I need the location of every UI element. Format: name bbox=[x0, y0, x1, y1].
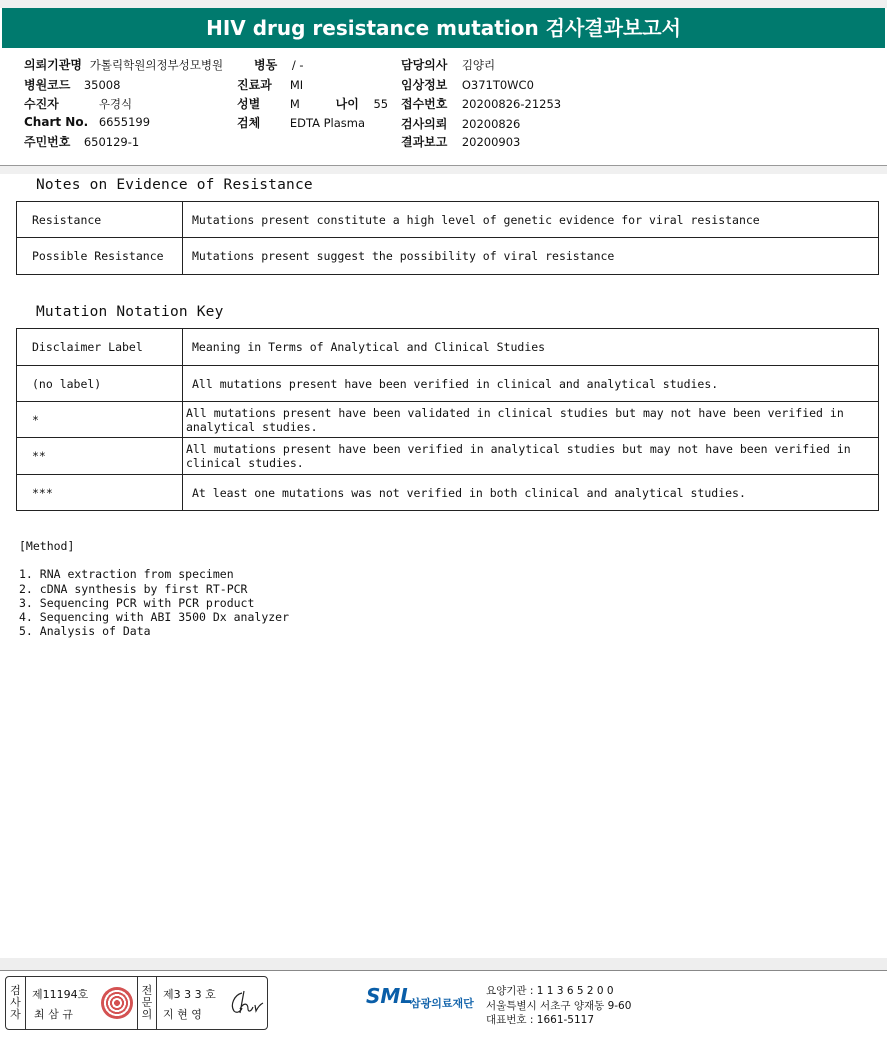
dept-row bbox=[237, 76, 303, 93]
key-header-label: Disclaimer Label bbox=[17, 329, 183, 366]
key-table bbox=[16, 328, 879, 511]
receipt-label: 접수번호 bbox=[401, 97, 448, 111]
key-text-cell: All mutations present have been validated in clinical studies but may not have been verified in analytical studies. bbox=[183, 402, 879, 438]
method-step: 1. RNA extraction from specimen bbox=[19, 567, 234, 582]
examiner-number: 제11194호 bbox=[32, 988, 89, 1001]
report-label: 결과보고 bbox=[401, 135, 448, 149]
specimen-value: EDTA Plasma bbox=[289, 116, 366, 130]
notes-label-cell: Resistance bbox=[17, 202, 183, 238]
sex-label: 성별 bbox=[237, 97, 261, 111]
chart-label: Chart No. bbox=[24, 115, 89, 129]
report-title: HIV drug resistance mutation 검사결과보고서 bbox=[2, 8, 885, 48]
chart-value: 6655199 bbox=[98, 115, 151, 129]
clinical-row bbox=[401, 76, 534, 93]
key-text-cell: All mutations present have been verified in analytical studies but may not have been verified in clinical studies. bbox=[183, 438, 879, 475]
key-text-cell: At least one mutations was not verified in both clinical and analytical studies. bbox=[183, 475, 879, 511]
institution-value: 가톨릭학원의정부성모병원 bbox=[89, 58, 224, 72]
key-text-cell: All mutations present have been verified in clinical and analytical studies. bbox=[183, 366, 879, 402]
age-label: 나이 bbox=[335, 97, 359, 111]
table-row bbox=[17, 329, 879, 366]
table-row bbox=[17, 238, 879, 275]
signature-box bbox=[5, 976, 268, 1030]
recipient-row bbox=[24, 95, 132, 112]
examiner-name: 최 삼 규 bbox=[34, 1008, 73, 1021]
method-step: 3. Sequencing PCR with PCR product bbox=[19, 595, 255, 610]
org-address: 서울특별시 서초구 양재동 9-60 bbox=[486, 999, 632, 1012]
dept-label: 진료과 bbox=[237, 78, 272, 92]
ward-label: 병동 bbox=[254, 58, 278, 72]
institution-label: 의뢰기관명 bbox=[24, 58, 82, 72]
ward-value: / - bbox=[291, 58, 304, 72]
resident-label: 주민번호 bbox=[24, 135, 71, 149]
org-info bbox=[486, 984, 631, 1028]
resident-value: 650129-1 bbox=[83, 135, 140, 149]
table-row bbox=[17, 202, 879, 238]
key-title: Mutation Notation Key bbox=[36, 304, 224, 320]
dept-value: MI bbox=[289, 78, 304, 92]
org-code: 요양기관 : 1 1 3 6 5 2 0 0 bbox=[486, 985, 614, 997]
clinical-label: 임상정보 bbox=[401, 78, 448, 92]
org-name: 삼광의료재단 bbox=[410, 997, 474, 1010]
request-value: 20200826 bbox=[461, 117, 521, 131]
method-section bbox=[19, 539, 289, 639]
hospital-code-value: 35008 bbox=[83, 78, 121, 92]
notes-label-cell: Possible Resistance bbox=[17, 238, 183, 275]
section-divider bbox=[0, 166, 887, 174]
report-value: 20200903 bbox=[461, 135, 521, 149]
specialist-number: 제3 3 3 호 bbox=[163, 988, 216, 1001]
doctor-row bbox=[401, 56, 495, 73]
key-label-cell: (no label) bbox=[17, 366, 183, 402]
notes-text-cell: Mutations present constitute a high level of genetic evidence for viral resistance bbox=[183, 202, 879, 238]
seal-stamp-icon bbox=[101, 987, 133, 1019]
specimen-label: 검체 bbox=[237, 116, 261, 130]
footer-strip bbox=[0, 958, 887, 970]
specialist-name: 지 현 영 bbox=[163, 1008, 202, 1021]
method-heading: [Method] bbox=[19, 539, 75, 553]
top-strip bbox=[0, 0, 887, 8]
table-row bbox=[17, 402, 879, 438]
org-phone: 대표번호 : 1661-5117 bbox=[486, 1014, 595, 1026]
specialist-vertical-text: 전문의 bbox=[141, 984, 153, 1021]
key-label-cell: *** bbox=[17, 475, 183, 511]
sex-value: M bbox=[289, 97, 300, 111]
ward-row bbox=[254, 56, 304, 73]
specimen-row bbox=[237, 114, 365, 131]
examiner-vertical-label bbox=[6, 977, 26, 1029]
footer-divider bbox=[0, 970, 887, 971]
notes-title: Notes on Evidence of Resistance bbox=[36, 177, 313, 193]
sex-age-row bbox=[237, 95, 388, 112]
resident-row bbox=[24, 133, 139, 150]
sml-logo: SML bbox=[366, 984, 414, 1008]
request-row bbox=[401, 115, 520, 132]
table-row bbox=[17, 438, 879, 475]
doctor-label: 담당의사 bbox=[401, 58, 448, 72]
method-step: 2. cDNA synthesis by first RT-PCR bbox=[19, 581, 248, 596]
patient-info bbox=[0, 50, 887, 166]
doctor-value: 김양리 bbox=[461, 58, 496, 72]
hospital-code-row bbox=[24, 76, 120, 93]
chart-row bbox=[24, 115, 150, 129]
hospital-code-label: 병원코드 bbox=[24, 78, 71, 92]
receipt-value: 20200826-21253 bbox=[461, 97, 562, 111]
specialist-vertical-label bbox=[137, 977, 157, 1029]
table-row bbox=[17, 366, 879, 402]
key-label-cell: ** bbox=[17, 438, 183, 475]
signature-icon bbox=[228, 987, 264, 1017]
table-row bbox=[17, 475, 879, 511]
examiner-vertical-text: 검사자 bbox=[10, 984, 21, 1021]
notes-table bbox=[16, 201, 879, 275]
age-value: 55 bbox=[373, 97, 389, 111]
method-step: 5. Analysis of Data bbox=[19, 624, 151, 639]
key-label-cell: * bbox=[17, 402, 183, 438]
method-step: 4. Sequencing with ABI 3500 Dx analyzer bbox=[19, 610, 290, 625]
notes-text-cell: Mutations present suggest the possibility of viral resistance bbox=[183, 238, 879, 275]
receipt-row bbox=[401, 95, 561, 112]
report-row bbox=[401, 133, 520, 150]
clinical-value: O371T0WC0 bbox=[461, 78, 534, 92]
request-label: 검사의뢰 bbox=[401, 117, 448, 131]
recipient-value: 우경식 bbox=[98, 97, 133, 111]
recipient-label: 수진자 bbox=[24, 97, 59, 111]
key-header-text: Meaning in Terms of Analytical and Clinical Studies bbox=[183, 329, 879, 366]
institution-row bbox=[24, 56, 223, 73]
